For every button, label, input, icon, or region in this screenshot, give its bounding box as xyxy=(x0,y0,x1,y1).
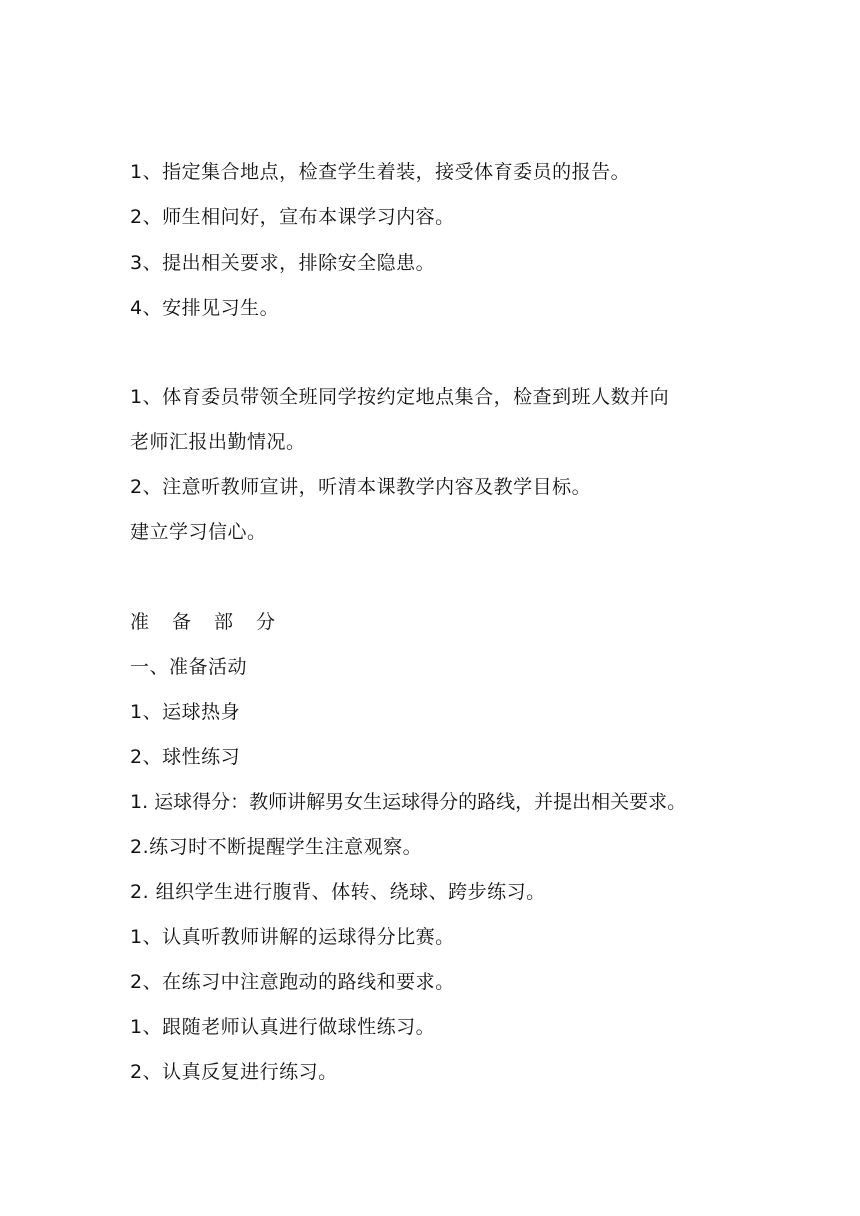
text-line: 1、指定集合地点，检查学生着装，接受体育委员的报告。 xyxy=(130,161,631,183)
text-line: 1、体育委员带领全班同学按约定地点集合，检查到班人数并向 xyxy=(130,386,670,408)
text-line: 3、提出相关要求，排除安全隐患。 xyxy=(130,252,436,274)
text-line: 4、安排见习生。 xyxy=(130,297,280,319)
text-line: 2、球性练习 xyxy=(130,746,241,768)
text-line: 一、准备活动 xyxy=(130,656,248,678)
text-line: 建立学习信心。 xyxy=(130,521,267,543)
text-line: 1. 运球得分：教师讲解男女生运球得分的路线，并提出相关要求。 xyxy=(130,791,687,813)
text-line: 2、师生相问好，宣布本课学习内容。 xyxy=(130,206,455,228)
text-line: 1、运球热身 xyxy=(130,701,241,723)
text-line: 1、跟随老师认真进行做球性练习。 xyxy=(130,1016,436,1038)
text-line: 2.练习时不断提醒学生注意观察。 xyxy=(130,836,423,858)
text-line: 2、在练习中注意跑动的路线和要求。 xyxy=(130,971,455,993)
text-line: 老师汇报出勤情况。 xyxy=(130,431,306,453)
section-heading: 准备部分 xyxy=(130,611,299,633)
text-line: 2. 组织学生进行腹背、体转、绕球、跨步练习。 xyxy=(130,881,546,903)
text-line: 2、注意听教师宣讲，听清本课教学内容及教学目标。 xyxy=(130,476,592,498)
text-line: 1、认真听教师讲解的运球得分比赛。 xyxy=(130,926,455,948)
text-line: 2、认真反复进行练习。 xyxy=(130,1061,338,1083)
